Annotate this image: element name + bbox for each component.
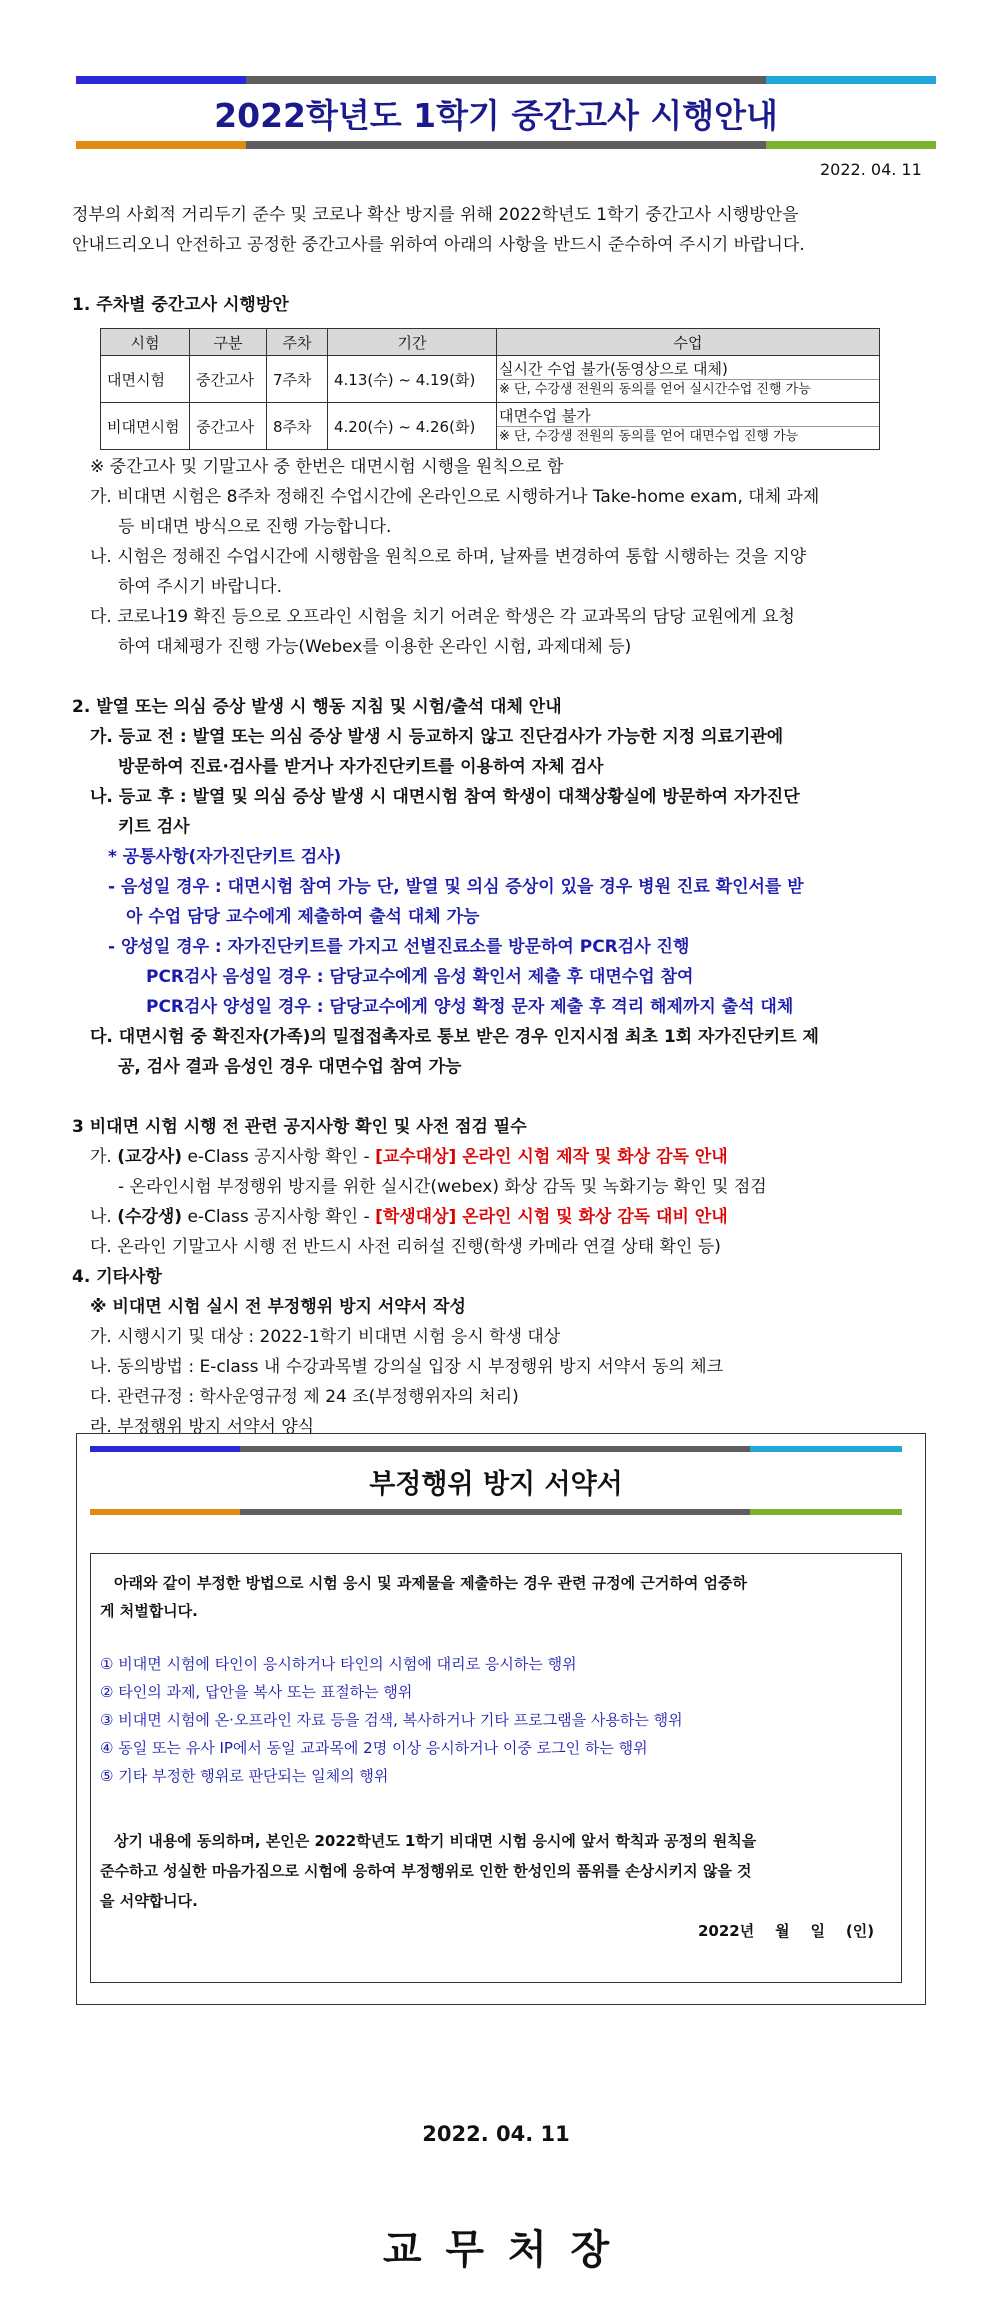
pledge-bar-bottom-green [750, 1509, 902, 1515]
intro-line-1: 정부의 사회적 거리두기 준수 및 코로나 확산 방지를 위해 2022학년도 1학기 중간고사 시행방안을 [72, 205, 799, 225]
pledge-title: 부정행위 방지 서약서 [369, 1469, 623, 1500]
cell-exam: 비대면시험 [101, 403, 190, 450]
section4-ga: 가. 시행시기 및 대상 : 2022-1학기 비대면 시험 응시 학생 대상 [90, 1327, 561, 1347]
section4-na: 나. 동의방법 : E-class 내 수강과목별 강의실 입장 시 부정행위 방지 서약서 동의 체크 [90, 1357, 724, 1377]
table-header-row [101, 329, 880, 356]
section1-da-1: 다. 코로나19 확진 등으로 오프라인 시험을 치기 어려운 학생은 각 교과목의 담당 교원에게 요청 [90, 607, 795, 627]
col-header-week: 주차 [267, 329, 328, 356]
section4-sub: ※ 비대면 시험 실시 전 부정행위 방지 서약서 작성 [90, 1297, 466, 1317]
footer-signer: 교 무 처 장 [382, 2227, 610, 2273]
section2-pcr-positive: PCR검사 양성일 경우 : 담당교수에게 양성 확정 문자 제출 후 격리 해제까지 출석 대체 [146, 997, 794, 1017]
header-bar-bottom-gray [246, 141, 766, 149]
pledge-agree-1: 상기 내용에 동의하며, 본인은 2022학년도 1학기 비대면 시험 응시에 앞서 학칙과 공정의 원칙을 [114, 1832, 757, 1850]
col-header-period: 기간 [328, 329, 497, 356]
section2-na-1: 나. 등교 후 : 발열 및 의심 증상 발생 시 대면시험 참여 학생이 대책상황실에 방문하여 자가진단 [90, 787, 800, 807]
section2-common: * 공통사항(자가진단키트 검사) [108, 847, 342, 867]
pledge-bar-bottom-orange [90, 1509, 240, 1515]
section1-na-2: 하여 주시기 바랍니다. [118, 577, 283, 597]
section1-ga-2: 등 비대면 방식으로 진행 가능합니다. [118, 517, 392, 537]
col-header-exam: 시험 [101, 329, 190, 356]
section2-pcr-negative: PCR검사 음성일 경우 : 담당교수에게 음성 확인서 제출 후 대면수업 참여 [146, 967, 694, 987]
cell-week: 7주차 [267, 356, 328, 403]
header-bar-bottom-green [766, 141, 936, 149]
col-header-type: 구분 [190, 329, 267, 356]
section2-da-1: 다. 대면시험 중 확진자(가족)의 밀접접촉자로 통보 받은 경우 인지시점 최초 1회 자가진단키트 제 [90, 1027, 819, 1047]
header-bar-bottom-orange [76, 141, 246, 149]
table-row [101, 356, 880, 403]
section2-positive: - 양성일 경우 : 자가진단키트를 가지고 선별진료소를 방문하여 PCR검사 진행 [108, 937, 690, 957]
class-desc: 대면수업 불가 [499, 406, 591, 425]
class-note: ※ 단, 수강생 전원의 동의를 얻어 대면수업 진행 가능 [497, 426, 879, 447]
col-header-class: 수업 [497, 329, 880, 356]
cell-class [497, 403, 880, 450]
table-row [101, 403, 880, 450]
section4-heading: 4. 기타사항 [72, 1267, 162, 1287]
section3-ga-notice: [교수대상] 온라인 시험 제작 및 화상 감독 안내 [375, 1147, 728, 1167]
header-date: 2022. 04. 11 [820, 160, 922, 179]
section3-na-who: (수강생) [117, 1207, 183, 1227]
cell-type: 중간고사 [190, 403, 267, 450]
header-bar-top-gray [246, 76, 766, 84]
pledge-intro-2: 게 처벌합니다. [100, 1602, 198, 1620]
cell-type: 중간고사 [190, 356, 267, 403]
pledge-bar-top-gray [240, 1446, 750, 1452]
section1-note: ※ 중간고사 및 기말고사 중 한번은 대면시험 시행을 원칙으로 함 [90, 457, 564, 477]
page-title: 2022학년도 1학기 중간고사 시행안내 [214, 96, 778, 135]
pledge-agree-3: 을 서약합니다. [100, 1892, 198, 1910]
pledge-item-5: ⑤ 기타 부정한 행위로 판단되는 일체의 행위 [100, 1767, 389, 1785]
section3-ga-mid: e-Class 공지사항 확인 - [182, 1147, 376, 1167]
schedule-table [100, 328, 880, 450]
pledge-bar-top-blue [90, 1446, 240, 1452]
section3-na [90, 1202, 728, 1232]
section3-na-prefix: 나. [90, 1207, 118, 1227]
pledge-bar-bottom-gray [240, 1509, 750, 1515]
cell-period: 4.20(수) ~ 4.26(화) [328, 403, 497, 450]
section2-ga-2: 방문하여 진료·검사를 받거나 자가진단키트를 이용하여 자체 검사 [118, 757, 604, 777]
section4-ra: 라. 부정행위 방지 서약서 양식 [90, 1417, 315, 1437]
section2-heading: 2. 발열 또는 의심 증상 발생 시 행동 지침 및 시험/출석 대체 안내 [72, 697, 562, 717]
section3-heading: 3 비대면 시험 시행 전 관련 공지사항 확인 및 사전 점검 필수 [72, 1117, 527, 1137]
section2-negative-2: 아 수업 담당 교수에게 제출하여 출석 대체 가능 [126, 907, 480, 927]
header-bar-top-blue [76, 76, 246, 84]
section4-da: 다. 관련규정 : 학사운영규정 제 24 조(부정행위자의 처리) [90, 1387, 519, 1407]
footer-date: 2022. 04. 11 [422, 2122, 570, 2146]
pledge-item-2: ② 타인의 과제, 답안을 복사 또는 표절하는 행위 [100, 1683, 413, 1701]
section1-na-1: 나. 시험은 정해진 수업시간에 시행함을 원칙으로 하며, 날짜를 변경하여 통합 시행하는 것을 지양 [90, 547, 807, 567]
cell-week: 8주차 [267, 403, 328, 450]
section3-ga-prefix: 가. [90, 1147, 118, 1167]
section2-na-2: 키트 검사 [118, 817, 190, 837]
pledge-agree-2: 준수하고 성실한 마음가짐으로 시험에 응하여 부정행위로 인한 한성인의 품위를 손상시키지 않을 것 [100, 1862, 752, 1880]
pledge-intro-1: 아래와 같이 부정한 방법으로 시험 응시 및 과제물을 제출하는 경우 관련 규정에 근거하여 엄중하 [114, 1574, 748, 1592]
pledge-item-4: ④ 동일 또는 유사 IP에서 동일 교과목에 2명 이상 응시하거나 이중 로그인 하는 행위 [100, 1739, 648, 1757]
section3-na-mid: e-Class 공지사항 확인 - [182, 1207, 376, 1227]
section1-da-2: 하여 대체평가 진행 가능(Webex를 이용한 온라인 시험, 과제대체 등) [118, 637, 632, 657]
intro-line-2: 안내드리오니 안전하고 공정한 중간고사를 위하여 아래의 사항을 반드시 준수하여 주시기 바랍니다. [72, 235, 805, 255]
section2-negative-1: - 음성일 경우 : 대면시험 참여 가능 단, 발열 및 의심 증상이 있을 경우 병원 진료 확인서를 받 [108, 877, 804, 897]
section3-ga-who: (교강사) [117, 1147, 183, 1167]
section1-ga-1: 가. 비대면 시험은 8주차 정해진 수업시간에 온라인으로 시행하거나 Take-home exam, 대체 과제 [90, 487, 820, 507]
section3-ga-sub: - 온라인시험 부정행위 방지를 위한 실시간(webex) 화상 감독 및 녹화기능 확인 및 점검 [118, 1177, 767, 1197]
section2-ga-1: 가. 등교 전 : 발열 또는 의심 증상 발생 시 등교하지 않고 진단검사가 가능한 지정 의료기관에 [90, 727, 784, 747]
pledge-item-3: ③ 비대면 시험에 온·오프라인 자료 등을 검색, 복사하거나 기타 프로그램을 사용하는 행위 [100, 1711, 683, 1729]
section3-ga [90, 1142, 728, 1172]
cell-period: 4.13(수) ~ 4.19(화) [328, 356, 497, 403]
pledge-signature-line: 2022년 월 일 (인) [698, 1922, 875, 1940]
section3-da: 다. 온라인 기말고사 시행 전 반드시 사전 리허설 진행(학생 카메라 연결 상태 확인 등) [90, 1237, 721, 1257]
section1-heading: 1. 주차별 중간고사 시행방안 [72, 295, 289, 315]
pledge-item-1: ① 비대면 시험에 타인이 응시하거나 타인의 시험에 대리로 응시하는 행위 [100, 1655, 577, 1673]
section2-da-2: 공, 검사 결과 음성인 경우 대면수업 참여 가능 [118, 1057, 462, 1077]
section3-na-notice: [학생대상] 온라인 시험 및 화상 감독 대비 안내 [375, 1207, 728, 1227]
header-bar-top-cyan [766, 76, 936, 84]
class-note: ※ 단, 수강생 전원의 동의를 얻어 실시간수업 진행 가능 [497, 379, 879, 400]
pledge-bar-top-cyan [750, 1446, 902, 1452]
class-desc: 실시간 수업 불가(동영상으로 대체) [499, 359, 728, 378]
cell-class [497, 356, 880, 403]
cell-exam: 대면시험 [101, 356, 190, 403]
